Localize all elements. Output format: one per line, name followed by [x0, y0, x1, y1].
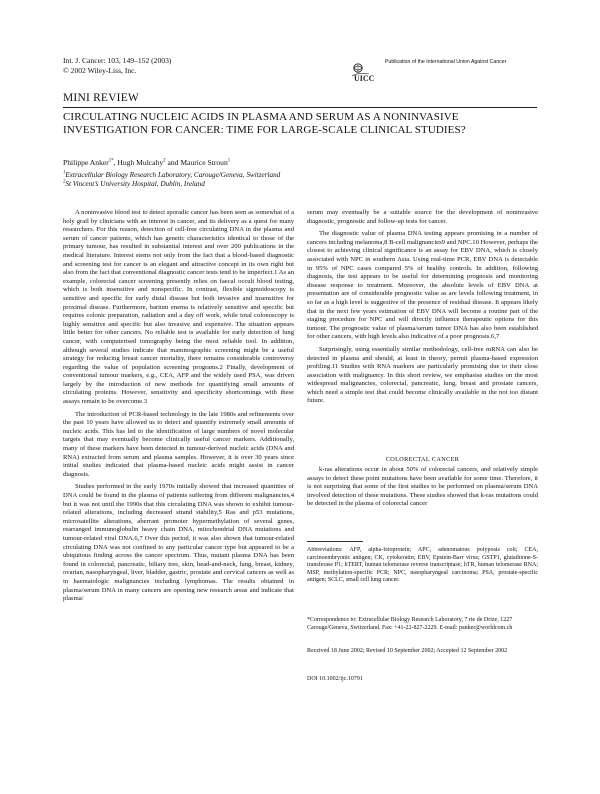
section-heading: COLORECTAL CANCER	[385, 456, 460, 463]
colorectal-section-text	[307, 466, 538, 530]
body-paragraph: The introduction of PCR-based technology in the late 1980s and refinements over the past 10 years have allowed us to detect and quantify extremely small amounts of nucleic acids. This has led to the identification of large numbers of novel molecular targets that may eventually become clinically useful cancer markers. Additionally, many of these markers have been detected in tumour-derived nucleic acids (DNA and RNA) extracted from serum and plasma samples. However, it is over 30 years since initial studies indicated that plasma-based nucleic acids might assist in cancer diagnosis.	[63, 410, 294, 478]
section-label: MINI REVIEW	[63, 92, 139, 104]
body-paragraph: serum may eventually be a suitable source for the development of noninvasive diagnostic, prognostic and follow-up tests for cancer.	[307, 209, 538, 225]
copyright-line: © 2002 Wiley-Liss, Inc.	[63, 66, 137, 75]
affiliation-number: 1	[63, 170, 66, 176]
uicc-logo-text: UICC	[354, 74, 375, 83]
doi-line: DOI 10.1002/ijc.10791	[307, 676, 363, 682]
affiliations	[63, 171, 280, 190]
header-divider	[63, 107, 537, 108]
footnote-divider	[307, 541, 363, 542]
author-separator: and	[165, 158, 181, 167]
body-paragraph: Studies performed in the early 1970s initially showed that increased quantities of DNA could be found in the plasma of patients suffering from different malignancies,4 but it was not until the 1990s that this circulating DNA was shown to exhibit tumour-related alterations, including decreased strand stability,5 Ras and p53 mutations, microsatellite alterations, aberrant promoter hypermethylation of several genes, rearranged immunoglobulin heavy chain DNA, mitochondrial DNA mutations and tumour-related viral DNA.6,7 Over this period, it was also shown that tumour-related circulating DNA was not confined to any particular cancer type but appeared to be a ubiquitous finding across the cancer spectrum. Thus, mutant plasma DNA has been found in colorectal, pancreatic, biliary tree, skin, head-and-neck, lung, breast, kidney, ovarian, nasopharyngeal, liver, bladder, gastric, prostate and cervical cancers as well as in haematologic malignancies including lymphomas. The results obtained in plasma/serum DNA in many cancers are opening new research areas and indicate that plasma/	[63, 483, 294, 603]
received-dates: Received 18 June 2002; Revised 10 September 2002; Accepted 12 September 2002	[307, 648, 508, 654]
publication-note: Publication of the International Union Against Cancer	[385, 59, 507, 65]
author-affiliation-mark: 2	[163, 158, 166, 164]
correspondence-footnote: *Correspondence to: Extracellular Biology Research Laboratory, 7 rte de Drize, 1227 Carouge/Geneva, Switzerland. Fax: +41-22-827-2229. E-mail: panker@worldcom.ch	[307, 617, 513, 631]
author-affiliation-mark: 1*	[108, 158, 114, 164]
author-list	[63, 158, 230, 168]
body-paragraph: k-ras alterations occur in about 50% of colorectal cancers, and relatively simple assays to detect these point mutations have been available for some time. Therefore, it is not surprising that some of the first studies to be performed on plasma/serum DNA involved detection of these mutations. These studies showed that k-ras mutations could be detected in the plasma of colorectal cancer	[307, 466, 538, 508]
author-name: Hugh Mulcahy	[117, 158, 164, 167]
affiliation-text: St Vincent’s University Hospital, Dublin, Ireland	[65, 180, 205, 189]
affiliation-line	[63, 180, 280, 189]
body-paragraph: The diagnostic value of plasma DNA testing appears promising in a number of cancers including melanoma,8 B-cell malignancies9 and NPC.10 However, perhaps the closest to achieving clinical significance is an assay for EBV DNA, which is closely associated with NPC in southern Asia. Using real-time PCR, EBV DNA is detectable in 95% of NPC cases compared 5% of healthy controls. In addition, following diagnosis, the test appears to be useful for determining prognosis and monitoring disease response to treatment. Moreover, the absolute levels of EBV DNA at presentation are of considerable prognostic value as are levels following treatment, in so far as a high level is suggestive of the presence of residual disease. It appears likely that in the next few years estimation of EBV DNA will become a routine part of the staging procedure for NPC and will directly influence therapeutic options for this tumour. The prognostic value of plasma/serum tumor DNA has also been established for other cancers, with high levels also indicative of a poor prognosis.6,7	[307, 230, 538, 341]
author-affiliation-mark: 1	[227, 158, 231, 164]
affiliation-text: Extracellular Biology Research Laboratory, Carouge/Geneva, Switzerland	[65, 171, 281, 179]
author-name: Philippe Anker	[63, 158, 109, 167]
journal-citation: Int. J. Cancer: 103, 149–152 (2003)	[63, 56, 172, 65]
affiliation-line	[63, 171, 280, 180]
uicc-logo-icon	[349, 60, 383, 86]
body-paragraph: A noninvasive blood test to detect sporadic cancer has been seen as somewhat of a holy grail by clinicians with an interest in cancer, and its delivery as a quest for many researchers. For this reason, detection of cell-free circulating DNA in the plasma and serum of cancer patients, which has genetic characteristics identical to those of the primary tumour, has resulted in substantial interest and over 200 publications in the medical literature. Interest stems not only from the fact that a blood-based diagnostic and screening test for cancer is an elegant and attractive concept in its own right but also from the fact that conventional diagnostic cancer tests tend to be imperfect.1 As an example, colorectal cancer screening presently relies on faecal occult blood testing, which is both insensitive and nonspecific. In contrast, flexible sigmoidoscopy is sensitive and specific for early distal disease but both invasive and insensitive for proximal disease. Furthermore, barium enema is relatively sensitive and specific but requires colonic preparation, radiation and a day off work, while total colonoscopy is highly sensitive and specific but also invasive and expensive. The situation appears little better for other cancers. No reliable test is available for early detection of lung cancer, with computerised tomography being the most reliable tool. In addition, although several studies indicate that mammographic screening might be a useful strategy for reducing breast cancer mortality, there remains considerable controversy regarding the value of population screening programs.2 Finally, development of conventional tumour markers, e.g., CEA, AFP and the widely used PSA, was driven largely by the introduction of new methods for quantifying small amounts of circulating proteins. However, sensitivity and specificity shortcomings with these assays remain to be overcome.3	[63, 209, 294, 406]
journal-header	[63, 56, 543, 96]
body-left-column	[63, 209, 294, 761]
author-name: Maurice Stroun	[180, 158, 228, 167]
article-title: CIRCULATING NUCLEIC ACIDS IN PLASMA AND SERUM AS A NONINVASIVE INVESTIGATION FOR CANCER: TIME FOR LARGE-SCALE CLINICAL STUDIES?	[63, 111, 466, 137]
body-right-column	[307, 209, 538, 454]
body-paragraph: Surprisingly, using essentially similar methodology, cell-free mRNA can also be detected in plasma and should, at least in theory, permit plasma-based expression profiling.11 Studies with RNA markers are particularly promising due to their close association with malignancy. In this short review, we emphasise studies on the most widespread malignancies, colorectal, pancreatic, lung, breast and prostate cancers, which need a simple test that could become clinically available in the not too distant future.	[307, 345, 538, 405]
author-separator: ,	[113, 158, 118, 167]
affiliation-number: 2	[63, 180, 66, 186]
abbreviations-footnote: Abbreviations: AFP, alpha-fetoprotein; APC, adenomatous polyposis coli; CEA, carcinoembryonic antigen; CK, cytokeratin; EBV, Epstein-Barr virus; GSTP1, glutathione-S-transferase P1; hTERT, human telomerase reverse transcriptase; hTR, human telomerase RNA; MSP, methylation-specific PCR; NPC, nasopharyngeal carcinoma; PSA, prostate-specific antigen; SCLC, small cell lung cancer.	[307, 547, 538, 584]
